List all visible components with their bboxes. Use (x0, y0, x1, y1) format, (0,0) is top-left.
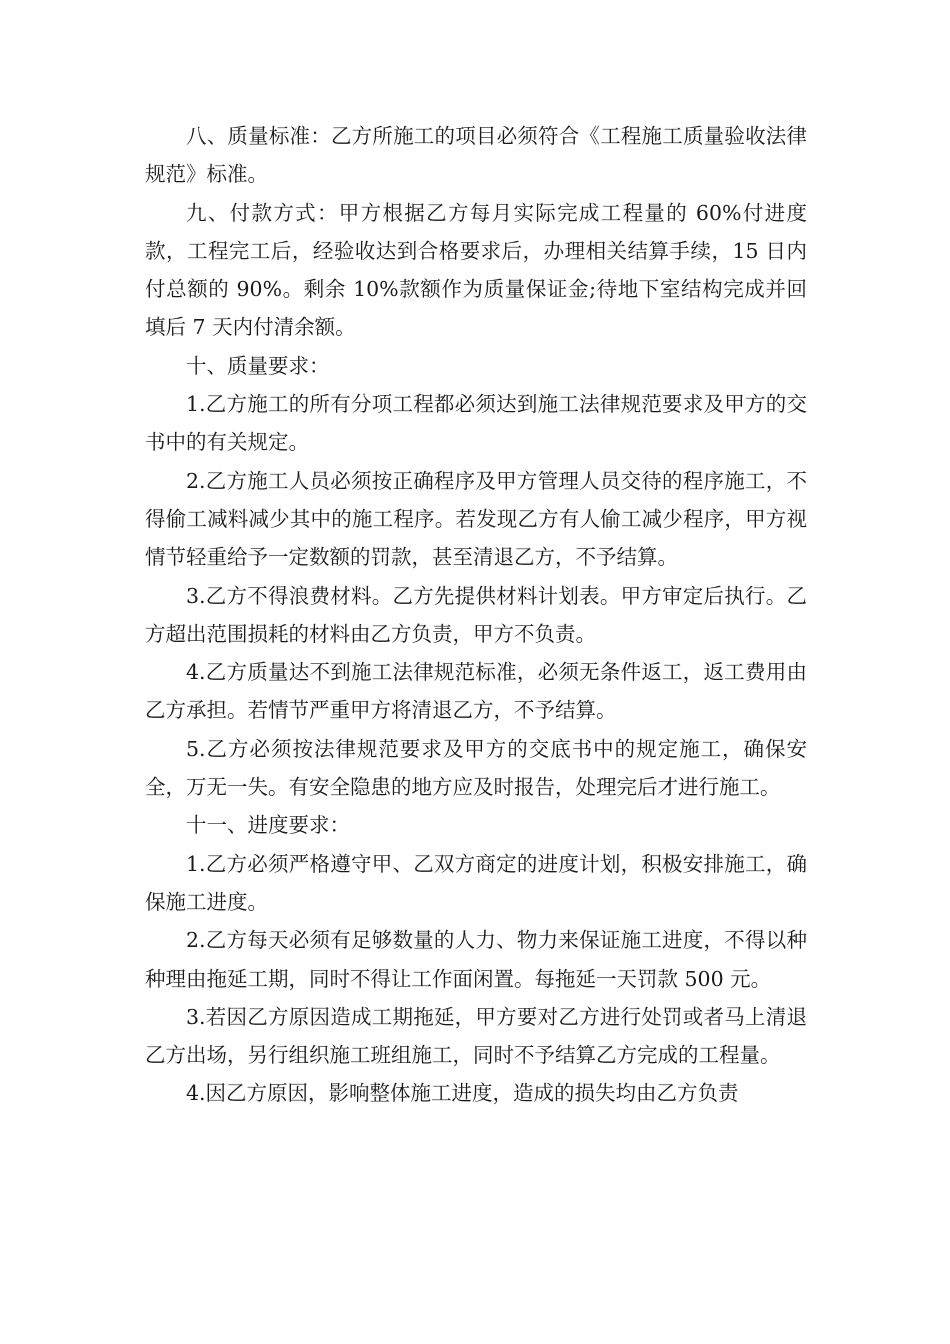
clause-10-item-2: 2.乙方施工人员必须按正确程序及甲方管理人员交待的程序施工，不得偷工减料减少其中的施工程序。若发现乙方有人偷工减少程序，甲方视情节轻重给予一定数额的罚款，甚至清退乙方，不予结算。 (145, 468, 807, 570)
clause-10-item-3: 3.乙方不得浪费材料。乙方先提供材料计划表。甲方审定后执行。乙方超出范围损耗的材料由乙方负责，甲方不负责。 (145, 583, 807, 646)
document-body (145, 117, 807, 1113)
clause-11-item-1: 1.乙方必须严格遵守甲、乙双方商定的进度计划，积极安排施工，确保施工进度。 (145, 851, 807, 914)
clause-11-item-4: 4.因乙方原因，影响整体施工进度，造成的损失均由乙方负责 (186, 1081, 739, 1106)
clause-9-payment-method: 九、付款方式：甲方根据乙方每月实际完成工程量的 60%付进度款，工程完工后，经验收达到合格要求后，办理相关结算手续，15 日内付总额的 90%。剩余 10%款额作为质量保证金;待地下室结构完成并回填后 7 天内付清余额。 (145, 200, 807, 340)
clause-8-quality-standard: 八、质量标准：乙方所施工的项目必须符合《工程施工质量验收法律规范》标准。 (145, 124, 807, 187)
clause-10-heading: 十、质量要求： (186, 353, 330, 378)
clause-10-item-5: 5.乙方必须按法律规范要求及甲方的交底书中的规定施工，确保安全，万无一失。有安全隐患的地方应及时报告，处理完后才进行施工。 (145, 736, 807, 800)
clause-11-item-3: 3.若因乙方原因造成工期拖延，甲方要对乙方进行处罚或者马上清退乙方出场，另行组织施工班组施工，同时不予结算乙方完成的工程量。 (145, 1004, 807, 1068)
clause-10-item-1: 1.乙方施工的所有分项工程都必须达到施工法律规范要求及甲方的交书中的有关规定。 (145, 392, 807, 455)
clause-11-heading: 十一、进度要求： (186, 813, 350, 838)
clause-10-item-4: 4.乙方质量达不到施工法律规范标准，必须无条件返工，返工费用由乙方承担。若情节严重甲方将清退乙方，不予结算。 (145, 660, 807, 723)
clause-11-item-2: 2.乙方每天必须有足够数量的人力、物力来保证施工进度，不得以种种理由拖延工期，同时不得让工作面闲置。每拖延一天罚款 500 元。 (145, 928, 807, 991)
